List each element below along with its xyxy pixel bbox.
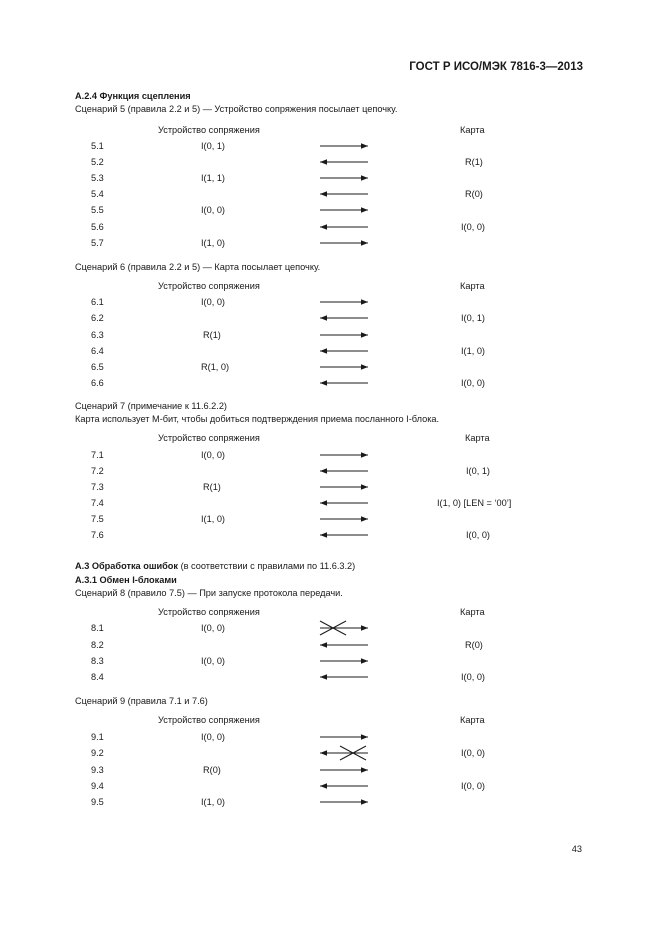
step-number: 5.1 (91, 141, 104, 151)
step-number: 6.6 (91, 378, 104, 388)
step-card-message: I(1, 0) (461, 346, 485, 356)
arrow-left-head (320, 380, 327, 386)
step-number: 5.3 (91, 173, 104, 183)
arrow-right-head (361, 364, 368, 370)
step-number: 8.2 (91, 640, 104, 650)
arrow-right-head (361, 799, 368, 805)
step-device-message: I(0, 0) (201, 732, 225, 742)
arrow-right-head (361, 658, 368, 664)
step-number: 6.4 (91, 346, 104, 356)
arrow-right-head (361, 240, 368, 246)
step-number: 7.4 (91, 498, 104, 508)
step-number: 6.1 (91, 297, 104, 307)
step-number: 9.4 (91, 781, 104, 791)
step-card-message: I(0, 0) (461, 378, 485, 388)
arrow-right-head (361, 516, 368, 522)
arrow-right-head (361, 332, 368, 338)
step-number: 6.5 (91, 362, 104, 372)
step-number: 7.1 (91, 450, 104, 460)
step-number: 5.6 (91, 222, 104, 232)
arrow-left-head (320, 642, 327, 648)
step-card-message: I(0, 0) (461, 222, 485, 232)
step-card-message: I(0, 0) (461, 672, 485, 682)
step-device-message: I(0, 0) (201, 205, 225, 215)
arrow-right-head (361, 207, 368, 213)
column-header-device: Устройство сопряжения (158, 715, 260, 725)
step-number: 9.2 (91, 748, 104, 758)
scenario-note: Карта использует М-бит, чтобы добиться подтверждения приема посланного I-блока. (75, 414, 440, 424)
step-card-message: I(0, 0) (466, 530, 490, 540)
step-number: 8.4 (91, 672, 104, 682)
arrow-left-head (320, 674, 327, 680)
step-card-message: R(0) (465, 189, 483, 199)
arrow-left-head (320, 159, 327, 165)
step-card-message: I(0, 0) (461, 781, 485, 791)
step-card-message: I(0, 0) (461, 748, 485, 758)
scenario-title: Сценарий 7 (примечание к 11.6.2.2) (75, 401, 227, 411)
step-device-message: I(1, 0) (201, 238, 225, 248)
step-number: 5.4 (91, 189, 104, 199)
arrow-left-head (320, 224, 327, 230)
step-number: 8.1 (91, 623, 104, 633)
scenario-title: Сценарий 6 (правила 2.2 и 5) — Карта посылает цепочку. (75, 262, 321, 272)
step-number: 9.5 (91, 797, 104, 807)
column-header-card: Карта (460, 715, 485, 725)
arrow-left-head (320, 500, 327, 506)
arrow-right-head (361, 734, 368, 740)
arrow-left-head (320, 191, 327, 197)
step-card-message: I(0, 1) (461, 313, 485, 323)
arrow-left-head (320, 468, 327, 474)
column-header-device: Устройство сопряжения (158, 433, 260, 443)
arrow-left-head (320, 348, 327, 354)
document-header-title: ГОСТ Р ИСО/МЭК 7816-3—2013 (409, 61, 583, 73)
arrow-right-head (361, 175, 368, 181)
section-heading: А.3 Обработка ошибок (75, 561, 179, 571)
column-header-card: Карта (460, 125, 485, 135)
step-device-message: I(0, 0) (201, 450, 225, 460)
step-number: 5.7 (91, 238, 104, 248)
step-number: 7.3 (91, 482, 104, 492)
arrow-right-head (361, 452, 368, 458)
step-card-message: I(0, 1) (466, 466, 490, 476)
step-device-message: R(1) (203, 330, 221, 340)
step-card-message: R(0) (465, 640, 483, 650)
page-number: 43 (571, 844, 582, 854)
step-device-message: I(0, 0) (201, 297, 225, 307)
scenario-title: Сценарий 9 (правила 7.1 и 7.6) (75, 696, 208, 706)
step-number: 6.2 (91, 313, 104, 323)
step-card-message: I(1, 0) [LEN = ‘00’] (437, 498, 512, 508)
column-header-card: Карта (460, 607, 485, 617)
step-device-message: I(1, 0) (201, 797, 225, 807)
step-number: 7.6 (91, 530, 104, 540)
step-number: 5.5 (91, 205, 104, 215)
column-header-card: Карта (465, 433, 490, 443)
arrow-left-head (320, 750, 327, 756)
step-device-message: I(0, 1) (201, 141, 225, 151)
arrow-left-head (320, 783, 327, 789)
step-device-message: R(0) (203, 765, 221, 775)
arrow-right-head (361, 767, 368, 773)
arrow-left-head (320, 532, 327, 538)
section-heading-suffix: (в соответствии с правилами по 11.6.3.2) (178, 561, 356, 571)
subsection-heading: А.3.1 Обмен I-блоками (75, 575, 177, 585)
arrow-right-head (361, 299, 368, 305)
step-device-message: I(0, 0) (201, 656, 225, 666)
scenario-title: Сценарий 5 (правила 2.2 и 5) — Устройство сопряжения посылает цепочку. (75, 104, 398, 114)
arrow-right-head (361, 484, 368, 490)
step-device-message: R(1, 0) (201, 362, 230, 372)
section-heading: А.2.4 Функция сцепления (75, 91, 191, 101)
step-device-message: R(1) (203, 482, 221, 492)
step-number: 9.3 (91, 765, 104, 775)
step-number: 7.2 (91, 466, 104, 476)
arrow-right-head (361, 143, 368, 149)
scenario-title: Сценарий 8 (правило 7.5) — При запуске протокола передачи. (75, 588, 343, 598)
column-header-device: Устройство сопряжения (158, 607, 260, 617)
arrow-left-head (320, 315, 327, 321)
step-card-message: R(1) (465, 157, 483, 167)
step-device-message: I(1, 1) (201, 173, 225, 183)
column-header-card: Карта (460, 281, 485, 291)
step-number: 8.3 (91, 656, 104, 666)
step-number: 9.1 (91, 732, 104, 742)
column-header-device: Устройство сопряжения (158, 125, 260, 135)
step-device-message: I(0, 0) (201, 623, 225, 633)
step-number: 5.2 (91, 157, 104, 167)
arrow-right-head (361, 625, 368, 631)
step-number: 6.3 (91, 330, 104, 340)
step-device-message: I(1, 0) (201, 514, 225, 524)
step-number: 7.5 (91, 514, 104, 524)
column-header-device: Устройство сопряжения (158, 281, 260, 291)
